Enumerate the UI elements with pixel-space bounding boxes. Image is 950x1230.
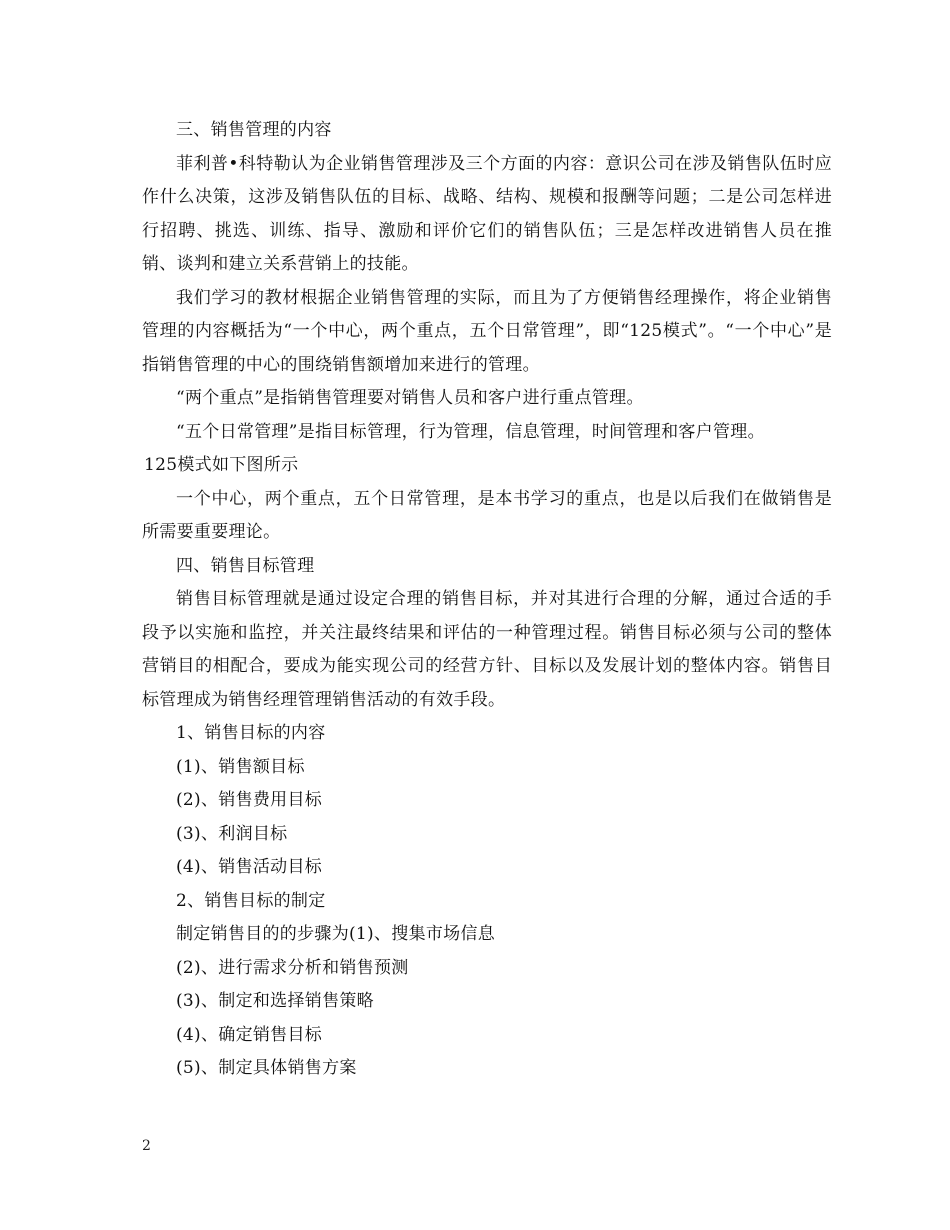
- list-item: (4)、销售活动目标: [176, 857, 323, 877]
- subheading-target-content: 1、销售目标的内容: [176, 723, 326, 743]
- document-body: [142, 114, 832, 1086]
- page-number: 2: [142, 1138, 151, 1154]
- list-item: (3)、利润目标: [176, 823, 288, 844]
- subheading-target-setting: 2、销售目标的制定: [176, 890, 326, 911]
- list-item: (5)、制定具体销售方案: [176, 1058, 357, 1078]
- paragraph-target-mgmt: 销售目标管理就是通过设定合理的销售目标，并对其进行合理的分解，通过合适的手段予以实施和监控，并关注最终结果和评估的一种管理过程。销售目标必须与公司的整体营销目的相配合，要成为能实现公司的经营方针、目标以及发展计划的整体内容。销售目标管理成为销售经理管理销售活动的有效手段。: [142, 589, 832, 710]
- list-item: (3)、制定和选择销售策略: [176, 991, 374, 1011]
- list-item: (4)、确定销售目标: [176, 1024, 323, 1045]
- list-item: (1)、销售额目标: [176, 756, 305, 777]
- list-item: 制定销售目的的步骤为(1)、搜集市场信息: [176, 924, 496, 944]
- paragraph-textbook: 我们学习的教材根据企业销售管理的实际，而且为了方便销售经理操作，将企业销售管理的内容概括为“一个中心，两个重点，五个日常管理”，即“125模式”。“一个中心”是指销售管理的中心的围绕销售额增加来进行的管理。: [142, 287, 832, 375]
- paragraph-five-daily: “五个日常管理”是指目标管理，行为管理，信息管理，时间管理和客户管理。: [176, 421, 765, 442]
- paragraph-kotler: 菲利普•科特勒认为企业销售管理涉及三个方面的内容：意识公司在涉及销售队伍时应作什么决策，这涉及销售队伍的目标、战略、结构、规模和报酬等问题；二是公司怎样进行招聘、挑选、训练、指导、激励和评价它们的销售队伍；三是怎样改进销售人员在推销、谈判和建立关系营销上的技能。: [142, 153, 832, 274]
- list-item: (2)、进行需求分析和销售预测: [176, 957, 409, 978]
- paragraph-125-model: 125模式如下图所示: [144, 455, 299, 475]
- paragraph-two-focus: “两个重点”是指销售管理要对销售人员和客户进行重点管理。: [176, 388, 644, 408]
- list-item: (2)、销售费用目标: [176, 790, 323, 810]
- paragraph-key-theory: 一个中心，两个重点，五个日常管理，是本书学习的重点，也是以后我们在做销售是所需要重要理论。: [142, 488, 832, 542]
- section-heading-4: 四、销售目标管理: [176, 555, 315, 576]
- section-heading-3: 三、销售管理的内容: [176, 120, 332, 140]
